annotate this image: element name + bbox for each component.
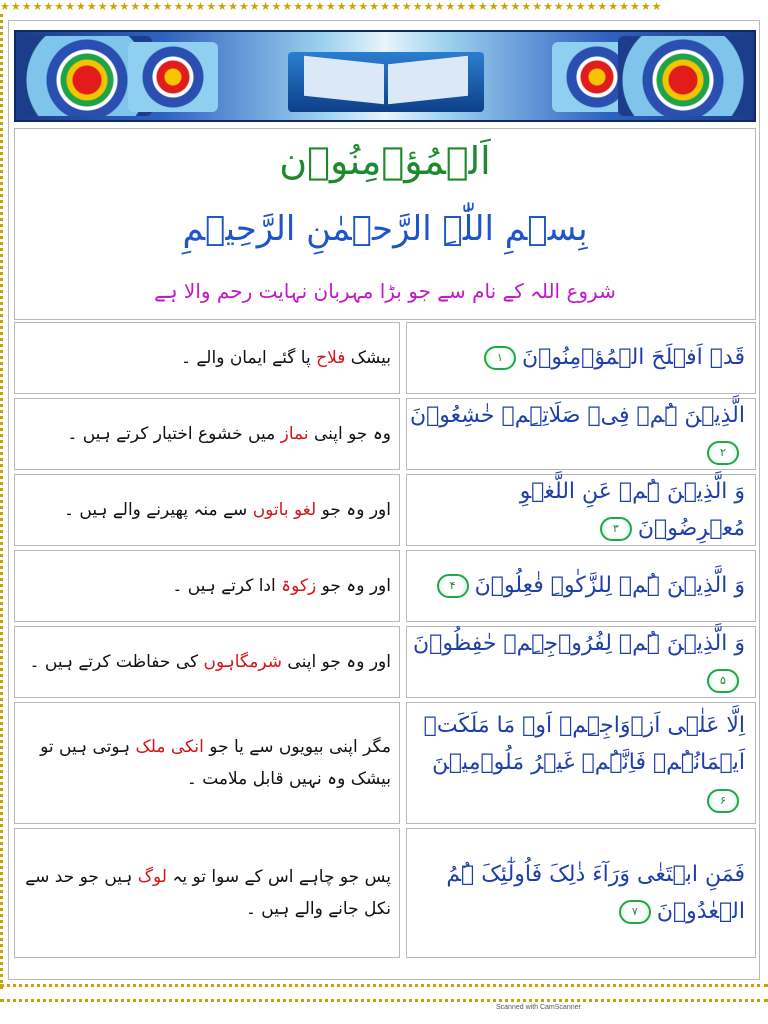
ayah-number-badge: ۲ xyxy=(707,441,739,465)
arabic-verse-text xyxy=(484,339,745,376)
open-quran-image xyxy=(288,52,484,112)
arabic-verse-cell xyxy=(406,828,756,958)
verse-row xyxy=(14,702,756,824)
bismillah: بِسۡمِ اللّٰہِ الرَّحۡمٰنِ الرَّحِیۡمِ xyxy=(182,209,588,249)
urdu-translation-cell xyxy=(14,550,400,622)
translation-fragment: کی حفاظت کرتے ہیں ۔ xyxy=(29,651,204,672)
urdu-translation-text xyxy=(181,342,391,374)
urdu-translation-text xyxy=(64,494,391,526)
verse-row xyxy=(14,550,756,622)
ayah-number-badge: ۶ xyxy=(707,789,739,813)
highlighted-word: شرمگاہوں xyxy=(203,651,283,672)
verse-row xyxy=(14,474,756,546)
verse-row xyxy=(14,626,756,698)
surah-title: اَلۡمُؤۡمِنُوۡن xyxy=(279,139,491,183)
translation-fragment: وہ جو اپنی xyxy=(308,423,391,444)
arabic-verse: فَمَنِ ابۡتَغٰی وَرَآءَ ذٰلِکَ فَاُولٰٓئِکَ ہُمُ الۡعٰدُوۡنَ xyxy=(446,861,745,924)
floral-ornament-left-inner xyxy=(128,42,218,112)
arabic-verse-cell xyxy=(406,702,756,824)
translation-fragment: اور وہ جو xyxy=(316,575,391,596)
arabic-verse-cell xyxy=(406,626,756,698)
highlighted-word: لغو باتوں xyxy=(252,499,317,520)
urdu-translation-cell xyxy=(14,398,400,470)
arabic-verse-cell xyxy=(406,474,756,546)
translation-fragment: پس جو چاہے اس کے سوا تو یہ xyxy=(166,866,391,887)
translation-fragment: میں خشوع اختیار کرتے ہیں ۔ xyxy=(67,423,281,444)
highlighted-word: لوگ xyxy=(137,866,167,887)
bottom-dotted-border xyxy=(0,984,768,1002)
arabic-verse-text xyxy=(407,856,745,931)
verse-row xyxy=(14,322,756,394)
arabic-verse-text xyxy=(407,473,745,548)
verse-row xyxy=(14,828,756,958)
verse-row xyxy=(14,398,756,470)
urdu-translation-text xyxy=(23,861,391,926)
arabic-verse-cell xyxy=(406,322,756,394)
surah-header xyxy=(14,128,756,320)
floral-ornament-right xyxy=(618,36,748,116)
arabic-verse-text xyxy=(407,397,745,472)
translation-fragment: ہیں جو حد سے نکل جانے والے ہیں ۔ xyxy=(25,866,391,919)
urdu-translation-text xyxy=(172,570,391,602)
translation-fragment: سے منہ پھیرنے والے ہیں ۔ xyxy=(64,499,253,520)
urdu-translation-cell xyxy=(14,474,400,546)
arabic-verse-text xyxy=(407,625,745,700)
translation-fragment: اور وہ جو اپنی xyxy=(282,651,391,672)
highlighted-word: زکوۃ xyxy=(281,575,317,596)
top-star-border: ★★★★★★★★★★★★★★★★★★★★★★★★★★★★★★★★★★★★★★★★★★★★★★★★★★★★★★★★★★★★★ xyxy=(0,0,663,13)
arabic-verse: قَدۡ اَفۡلَحَ الۡمُؤۡمِنُوۡنَ xyxy=(521,345,745,371)
urdu-translation-text xyxy=(23,731,391,796)
arabic-verse: وَ الَّذِیۡنَ ہُمۡ لِفُرُوۡجِہِمۡ حٰفِظُوۡنَ xyxy=(412,630,745,656)
urdu-translation-cell xyxy=(14,322,400,394)
ayah-number-badge: ۷ xyxy=(619,900,651,924)
urdu-translation-text xyxy=(30,646,391,678)
translation-fragment: بیشک xyxy=(345,347,391,368)
translation-fragment: پا گئے ایمان والے ۔ xyxy=(180,347,317,368)
translation-fragment: ادا کرتے ہیں ۔ xyxy=(172,575,282,596)
urdu-translation-cell xyxy=(14,828,400,958)
bismillah-translation: شروع اللہ کے نام سے جو بڑا مہربان نہایت رحم والا ہے xyxy=(154,279,616,303)
decorative-banner xyxy=(14,30,756,122)
arabic-verse: وَ الَّذِیۡنَ ہُمۡ لِلزَّکٰوۃِ فٰعِلُوۡنَ xyxy=(474,573,745,599)
urdu-translation-cell xyxy=(14,626,400,698)
highlighted-word: نماز xyxy=(280,423,309,444)
translation-fragment: اور وہ جو xyxy=(316,499,391,520)
translation-fragment: ہوتی ہیں تو بیشک وہ نہیں قابل ملامت ۔ xyxy=(40,736,391,789)
highlighted-word: فلاح xyxy=(316,347,346,368)
highlighted-word: انکی ملک xyxy=(135,736,204,757)
arabic-verse: وَ الَّذِیۡنَ ہُمۡ عَنِ اللَّغۡوِ مُعۡرِضُوۡنَ xyxy=(519,478,745,541)
ayah-number-badge: ۱ xyxy=(484,346,516,370)
arabic-verse: اِلَّا عَلٰۤی اَزۡوَاجِہِمۡ اَوۡ مَا مَلَکَتۡ اَیۡمَانُہُمۡ فَاِنَّہُمۡ غَیۡرُ مَلُوۡمِیۡنَ xyxy=(423,712,745,776)
arabic-verse-text xyxy=(407,707,745,819)
ayah-number-badge: ۴ xyxy=(437,574,469,598)
scanner-watermark: Scanned with CamScanner xyxy=(496,1004,581,1011)
urdu-translation-text xyxy=(67,418,391,450)
arabic-verse-cell xyxy=(406,398,756,470)
arabic-verse: الَّذِیۡنَ ہُمۡ فِیۡ صَلَاتِہِمۡ خٰشِعُوۡنَ xyxy=(409,402,745,428)
ayah-number-badge: ۵ xyxy=(707,669,739,693)
translation-fragment: مگر اپنی بیویوں سے یا جو xyxy=(203,736,391,757)
arabic-verse-cell xyxy=(406,550,756,622)
urdu-translation-cell xyxy=(14,702,400,824)
ayah-number-badge: ۳ xyxy=(600,517,632,541)
arabic-verse-text xyxy=(437,567,745,604)
